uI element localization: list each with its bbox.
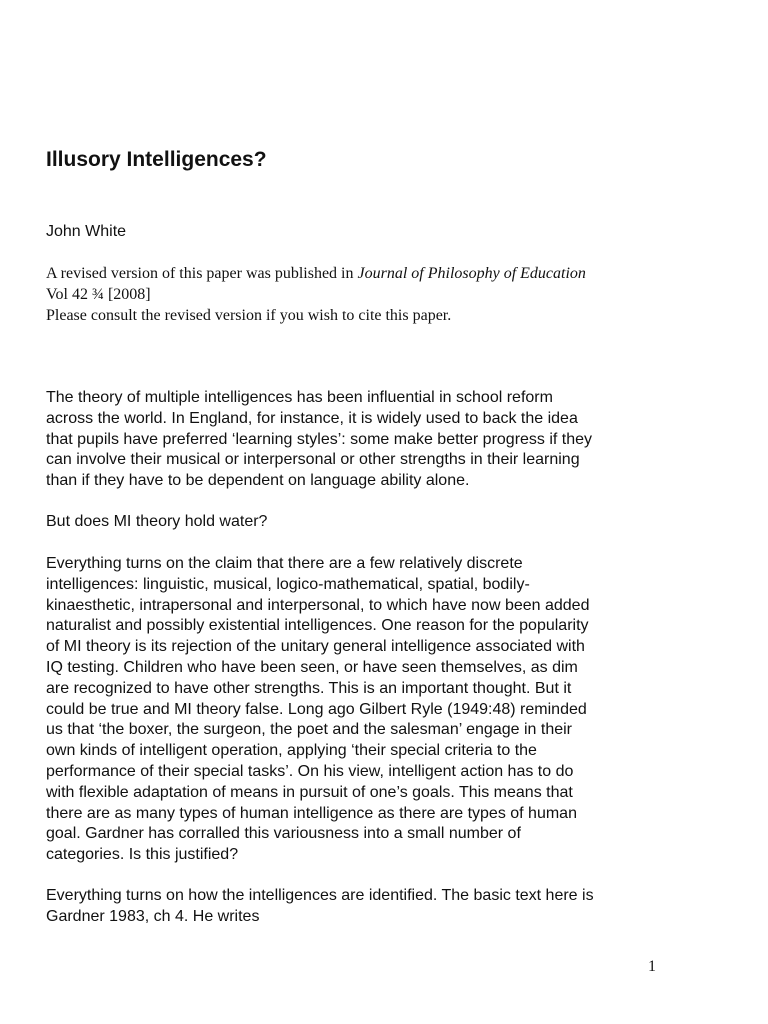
text-line: kinaesthetic, intrapersonal and interpersonal, to which have now been added [46,596,590,614]
text-line: there are as many types of human intelligence as there are types of human [46,804,577,822]
journal-name: Journal of Philosophy of Education [357,265,586,282]
text-line: naturalist and possibly existential intelligences. One reason for the popularity [46,617,589,635]
text-line: categories. Is this justified? [46,846,239,864]
text-line: are recognized to have other strengths. This is an important thought. But it [46,679,572,697]
text-line: can involve their musical or interpersonal or other strengths in their learning [46,451,580,469]
text-line: Everything turns on how the intelligences are identified. The basic text here is [46,887,594,904]
paper-title: Illusory Intelligences? [46,148,267,171]
text-line: that pupils have preferred ‘learning styles’: some make better progress if they [46,430,593,448]
publication-note [46,263,686,326]
text-line: than if they have to be dependent on language ability alone. [46,472,470,490]
text-line: intelligences: linguistic, musical, logico-mathematical, spatial, bodily- [46,575,530,593]
author-name: John White [46,223,127,240]
publication-note-prefix: A revised version of this paper was published in [46,265,358,282]
paragraph-4 [46,886,736,928]
text-line: IQ testing. Children who have been seen, or have seen themselves, as dim [46,658,578,676]
text-line: could be true and MI theory false. Long ago Gilbert Ryle (1949:48) reminded [46,700,587,718]
text-line: But does MI theory hold water? [46,513,268,530]
paragraph-3 [46,554,736,866]
publication-note-citation-advice: Please consult the revised version if you wish to cite this paper. [46,307,452,324]
text-line: goal. Gardner has corralled this variousness into a small number of [46,825,521,843]
publication-note-line [46,263,686,284]
publication-note-volume: Vol 42 ¾ [2008] [46,286,151,303]
text-line: us that ‘the boxer, the surgeon, the poet and the salesman’ engage in their [46,721,572,739]
text-line: with flexible adaptation of means in pursuit of one’s goals. This means that [46,783,573,801]
text-line: Gardner 1983, ch 4. He writes [46,907,260,925]
text-line: own kinds of intelligent operation, applying ‘their special criteria to the [46,742,537,760]
paragraph-2 [46,512,736,533]
paragraph-1 [46,388,736,492]
text-line: Everything turns on the claim that there are a few relatively discrete [46,555,523,572]
text-line: The theory of multiple intelligences has been influential in school reform [46,389,553,406]
text-line: across the world. In England, for instance, it is widely used to back the idea [46,409,578,427]
text-line: of MI theory is its rejection of the unitary general intelligence associated with [46,638,585,656]
page-number: 1 [648,958,656,975]
text-line: performance of their special tasks’. On his view, intelligent action has to do [46,762,574,780]
